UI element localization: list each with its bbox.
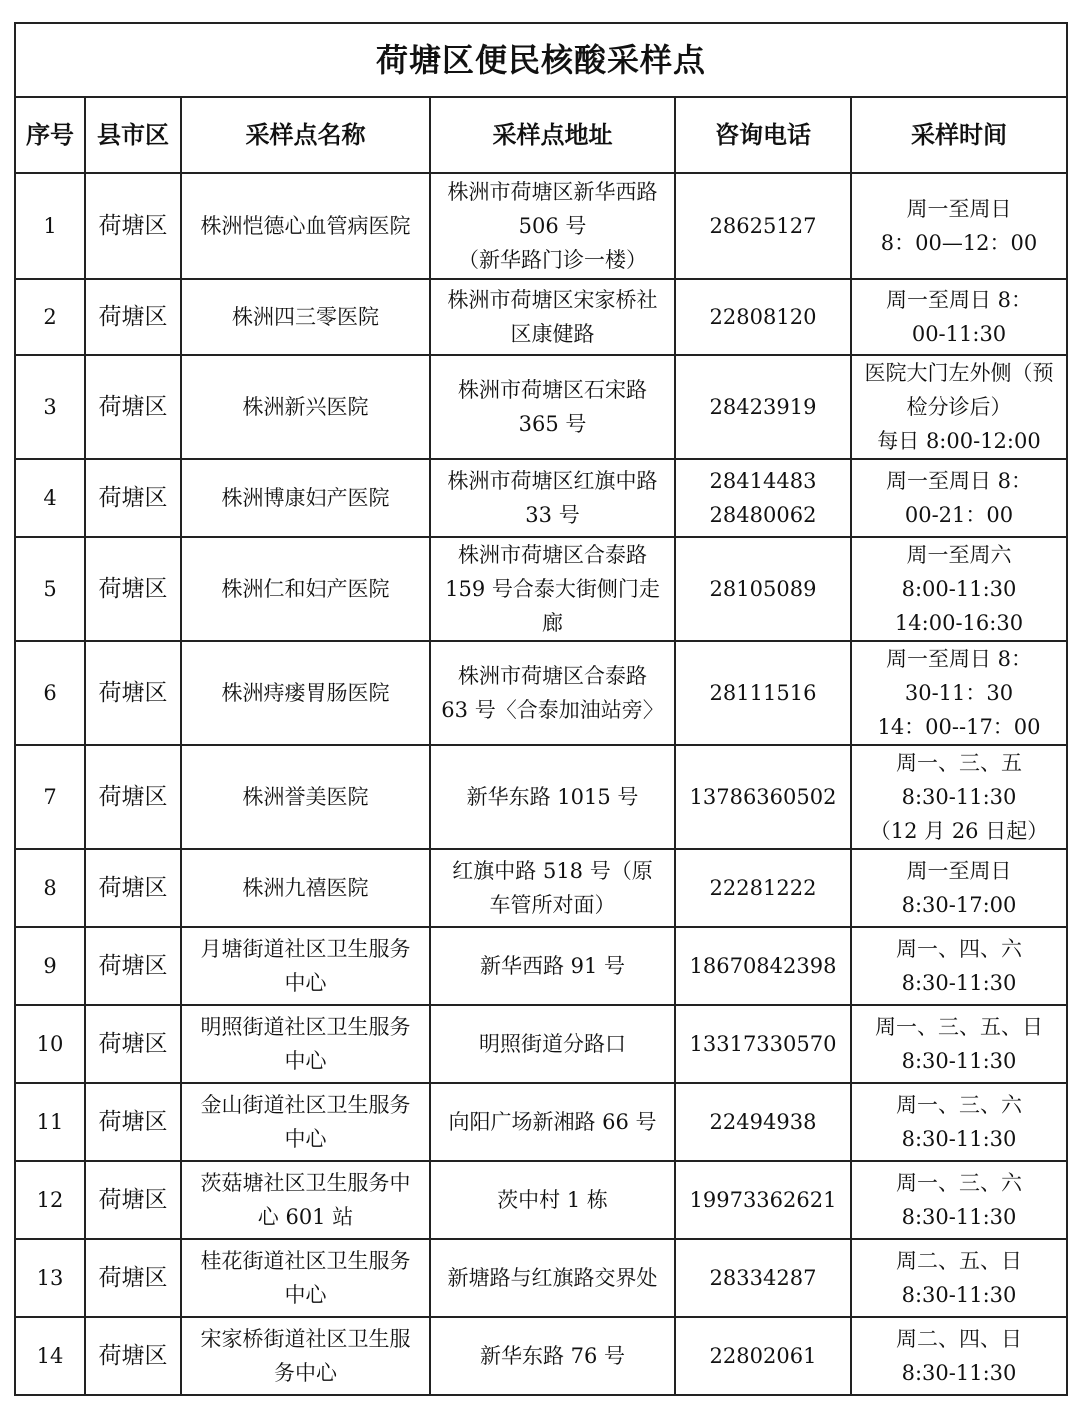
- cell-time-line: 周一、三、六: [896, 1171, 1022, 1195]
- cell-address: [430, 927, 675, 1005]
- cell-phone: [675, 1317, 851, 1395]
- cell-address-line: 63 号〈合泰加油站旁〉: [441, 698, 664, 722]
- cell-no: 14: [15, 1317, 85, 1395]
- cell-time: [851, 355, 1067, 459]
- cell-site-name: [181, 641, 430, 745]
- cell-site-name: [181, 459, 430, 537]
- cell-phone-line: 22494938: [709, 1110, 817, 1134]
- cell-address-line: 区康健路: [510, 322, 595, 346]
- cell-address-line: 新塘路与红旗路交界处: [447, 1266, 658, 1290]
- cell-time: [851, 1239, 1067, 1317]
- cell-address-line: 株洲市荷塘区合泰路: [458, 664, 647, 688]
- cell-site-name-line: 株洲九禧医院: [242, 876, 369, 900]
- cell-time-line: 8:30-11:30: [901, 971, 1017, 995]
- cell-time: [851, 1083, 1067, 1161]
- cell-address-line: 株洲市荷塘区宋家桥社: [447, 288, 658, 312]
- cell-phone-line: 28625127: [709, 214, 817, 238]
- cell-address-line: 株洲市荷塘区石宋路: [458, 378, 647, 402]
- cell-district: 荷塘区: [85, 849, 181, 927]
- cell-phone: [675, 849, 851, 927]
- cell-phone-line: 18670842398: [689, 954, 837, 978]
- cell-site-name: [181, 1005, 430, 1083]
- cell-site-name-line: 中心: [284, 971, 327, 995]
- cell-time-line: 8:30-17:00: [901, 893, 1017, 917]
- cell-district: 荷塘区: [85, 459, 181, 537]
- header-phone: 咨询电话: [675, 97, 851, 173]
- table-row: [15, 1239, 1067, 1317]
- cell-address-line: 茨中村 1 栋: [497, 1188, 608, 1212]
- cell-site-name: [181, 173, 430, 279]
- cell-address-line: 红旗中路 518 号（原: [452, 859, 653, 883]
- cell-time-line: 8:30-11:30: [901, 1127, 1017, 1151]
- cell-address-line: 33 号: [525, 503, 580, 527]
- cell-time-line: 14：00--17：00: [877, 715, 1041, 739]
- cell-no: 11: [15, 1083, 85, 1161]
- cell-time-line: 周一至周日 8：: [885, 288, 1033, 312]
- table-title: 荷塘区便民核酸采样点: [15, 23, 1067, 97]
- header-district: 县市区: [85, 97, 181, 173]
- header-site-name: 采样点名称: [181, 97, 430, 173]
- cell-site-name: [181, 1161, 430, 1239]
- cell-site-name-line: 中心: [284, 1127, 327, 1151]
- cell-phone: [675, 459, 851, 537]
- cell-time: [851, 641, 1067, 745]
- table-row: [15, 173, 1067, 279]
- cell-phone-line: 28334287: [709, 1266, 817, 1290]
- cell-time-line: 周二、四、日: [896, 1327, 1022, 1351]
- cell-phone-line: 13786360502: [689, 785, 837, 809]
- cell-time: [851, 173, 1067, 279]
- cell-site-name: [181, 849, 430, 927]
- cell-district: 荷塘区: [85, 1083, 181, 1161]
- cell-time: [851, 927, 1067, 1005]
- sampling-sites-sheet: [14, 22, 1068, 1396]
- cell-phone-line: 28111516: [709, 681, 817, 705]
- table-body: [15, 173, 1067, 1395]
- cell-site-name-line: 宋家桥街道社区卫生服: [200, 1327, 411, 1351]
- table-row: [15, 537, 1067, 641]
- cell-time-line: 8:30-11:30: [901, 785, 1017, 809]
- cell-time-line: 8:30-11:30: [901, 1049, 1017, 1073]
- cell-time-line: 周二、五、日: [896, 1249, 1022, 1273]
- cell-no: 4: [15, 459, 85, 537]
- table-row: [15, 1083, 1067, 1161]
- cell-time-line: 00-21：00: [904, 503, 1014, 527]
- cell-phone: [675, 173, 851, 279]
- cell-phone-line: 28480062: [709, 503, 817, 527]
- cell-address: [430, 1083, 675, 1161]
- cell-no: 12: [15, 1161, 85, 1239]
- cell-time-line: 00-11:30: [911, 322, 1007, 346]
- cell-address-line: 向阳广场新湘路 66 号: [448, 1110, 657, 1134]
- cell-site-name: [181, 745, 430, 849]
- cell-time: [851, 1005, 1067, 1083]
- cell-site-name-line: 株洲新兴医院: [242, 395, 369, 419]
- cell-address: [430, 1005, 675, 1083]
- cell-phone: [675, 537, 851, 641]
- cell-time: [851, 279, 1067, 355]
- cell-site-name-line: 茨菇塘社区卫生服务中: [200, 1171, 411, 1195]
- cell-site-name-line: 株洲恺德心血管病医院: [200, 214, 411, 238]
- cell-site-name-line: 株洲痔瘘胃肠医院: [221, 681, 390, 705]
- table-row: [15, 641, 1067, 745]
- table-row: [15, 927, 1067, 1005]
- cell-time-line: 周一至周六: [906, 543, 1012, 567]
- cell-time-line: 周一、三、五: [896, 751, 1022, 775]
- cell-district: 荷塘区: [85, 279, 181, 355]
- cell-phone: [675, 1083, 851, 1161]
- cell-site-name: [181, 1239, 430, 1317]
- cell-time-line: 周一至周日: [906, 197, 1012, 221]
- cell-time-line: 8:30-11:30: [901, 1361, 1017, 1385]
- cell-time-line: 8：00—12：00: [880, 231, 1038, 255]
- cell-address-line: 506 号: [518, 214, 587, 238]
- cell-time-line: 14:00-16:30: [894, 611, 1024, 635]
- cell-site-name: [181, 537, 430, 641]
- cell-time-line: 8:30-11:30: [901, 1205, 1017, 1229]
- cell-phone: [675, 355, 851, 459]
- cell-address-line: 株洲市荷塘区红旗中路: [447, 469, 658, 493]
- cell-site-name-line: 心 601 站: [257, 1205, 354, 1229]
- cell-site-name-line: 株洲仁和妇产医院: [221, 577, 390, 601]
- cell-time-line: 周一、三、五、日: [875, 1015, 1043, 1039]
- cell-time-line: 每日 8:00-12:00: [877, 429, 1041, 453]
- cell-site-name-line: 明照街道社区卫生服务: [200, 1015, 411, 1039]
- cell-address: [430, 1239, 675, 1317]
- table-row: [15, 355, 1067, 459]
- cell-time-line: 周一至周日 8：: [885, 647, 1033, 671]
- cell-address-line: 明照街道分路口: [479, 1032, 626, 1056]
- cell-no: 1: [15, 173, 85, 279]
- cell-time: [851, 1161, 1067, 1239]
- cell-phone: [675, 745, 851, 849]
- header-time: 采样时间: [851, 97, 1067, 173]
- cell-phone: [675, 641, 851, 745]
- cell-no: 3: [15, 355, 85, 459]
- table-row: [15, 1317, 1067, 1395]
- cell-time-line: 检分诊后）: [906, 395, 1012, 419]
- cell-time-line: 医院大门左外侧（预: [864, 361, 1054, 385]
- cell-district: 荷塘区: [85, 927, 181, 1005]
- table-row: [15, 459, 1067, 537]
- header-no: 序号: [15, 97, 85, 173]
- cell-phone-line: 28105089: [709, 577, 817, 601]
- cell-no: 6: [15, 641, 85, 745]
- cell-phone-line: 28423919: [709, 395, 817, 419]
- sampling-sites-table: [14, 22, 1068, 1396]
- cell-site-name-line: 金山街道社区卫生服务: [200, 1093, 411, 1117]
- cell-address-line: 廊: [542, 611, 563, 635]
- cell-address-line: （新华路门诊一楼）: [458, 248, 647, 272]
- cell-phone-line: 28414483: [709, 469, 817, 493]
- cell-phone-line: 22281222: [709, 876, 817, 900]
- cell-site-name-line: 中心: [284, 1049, 327, 1073]
- cell-time-line: （12 月 26 日起）: [869, 819, 1049, 843]
- cell-time-line: 周一、三、六: [896, 1093, 1022, 1117]
- cell-no: 10: [15, 1005, 85, 1083]
- table-row: [15, 1161, 1067, 1239]
- cell-district: 荷塘区: [85, 1161, 181, 1239]
- cell-phone: [675, 1005, 851, 1083]
- cell-address: [430, 1317, 675, 1395]
- cell-no: 13: [15, 1239, 85, 1317]
- cell-address-line: 365 号: [518, 412, 587, 436]
- cell-site-name: [181, 355, 430, 459]
- cell-address: [430, 459, 675, 537]
- table-row: [15, 849, 1067, 927]
- cell-site-name: [181, 927, 430, 1005]
- cell-no: 7: [15, 745, 85, 849]
- cell-phone: [675, 279, 851, 355]
- cell-site-name: [181, 1083, 430, 1161]
- cell-site-name-line: 中心: [284, 1283, 327, 1307]
- cell-address-line: 车管所对面）: [489, 893, 616, 917]
- cell-time-line: 周一、四、六: [896, 937, 1022, 961]
- cell-time: [851, 745, 1067, 849]
- cell-address: [430, 641, 675, 745]
- table-row: [15, 1005, 1067, 1083]
- cell-time-line: 周一至周日 8：: [885, 469, 1033, 493]
- cell-phone-line: 19973362621: [689, 1188, 837, 1212]
- cell-address: [430, 849, 675, 927]
- cell-address-line: 159 号合泰大街侧门走: [445, 577, 660, 601]
- cell-time-line: 8:30-11:30: [901, 1283, 1017, 1307]
- cell-no: 9: [15, 927, 85, 1005]
- cell-district: 荷塘区: [85, 1317, 181, 1395]
- cell-site-name-line: 月塘街道社区卫生服务: [200, 937, 411, 961]
- cell-time-line: 周一至周日: [906, 859, 1012, 883]
- cell-address-line: 株洲市荷塘区合泰路: [458, 543, 647, 567]
- cell-no: 2: [15, 279, 85, 355]
- cell-time-line: 8:00-11:30: [901, 577, 1017, 601]
- cell-address: [430, 1161, 675, 1239]
- cell-no: 5: [15, 537, 85, 641]
- table-row: [15, 279, 1067, 355]
- cell-no: 8: [15, 849, 85, 927]
- cell-address-line: 新华东路 1015 号: [466, 785, 639, 809]
- cell-address: [430, 173, 675, 279]
- cell-site-name-line: 株洲博康妇产医院: [221, 486, 390, 510]
- cell-address-line: 株洲市荷塘区新华西路: [447, 180, 658, 204]
- cell-time-line: 30-11：30: [904, 681, 1014, 705]
- cell-district: 荷塘区: [85, 355, 181, 459]
- cell-phone: [675, 927, 851, 1005]
- cell-time: [851, 1317, 1067, 1395]
- cell-district: 荷塘区: [85, 745, 181, 849]
- cell-address: [430, 537, 675, 641]
- header-row: [15, 97, 1067, 173]
- cell-district: 荷塘区: [85, 1005, 181, 1083]
- cell-site-name-line: 株洲四三零医院: [232, 305, 379, 329]
- cell-phone-line: 22802061: [709, 1344, 817, 1368]
- cell-address: [430, 279, 675, 355]
- cell-address-line: 新华东路 76 号: [479, 1344, 626, 1368]
- cell-district: 荷塘区: [85, 641, 181, 745]
- cell-phone: [675, 1161, 851, 1239]
- cell-address: [430, 355, 675, 459]
- cell-address-line: 新华西路 91 号: [479, 954, 626, 978]
- cell-site-name-line: 株洲誉美医院: [242, 785, 369, 809]
- header-address: 采样点地址: [430, 97, 675, 173]
- cell-site-name-line: 务中心: [274, 1361, 337, 1385]
- cell-district: 荷塘区: [85, 173, 181, 279]
- cell-district: 荷塘区: [85, 1239, 181, 1317]
- cell-phone-line: 13317330570: [689, 1032, 837, 1056]
- cell-site-name: [181, 279, 430, 355]
- cell-time: [851, 537, 1067, 641]
- cell-address: [430, 745, 675, 849]
- cell-district: 荷塘区: [85, 537, 181, 641]
- table-row: [15, 745, 1067, 849]
- cell-site-name: [181, 1317, 430, 1395]
- cell-site-name-line: 桂花街道社区卫生服务: [200, 1249, 411, 1273]
- cell-time: [851, 849, 1067, 927]
- cell-phone-line: 22808120: [709, 305, 817, 329]
- cell-phone: [675, 1239, 851, 1317]
- cell-time: [851, 459, 1067, 537]
